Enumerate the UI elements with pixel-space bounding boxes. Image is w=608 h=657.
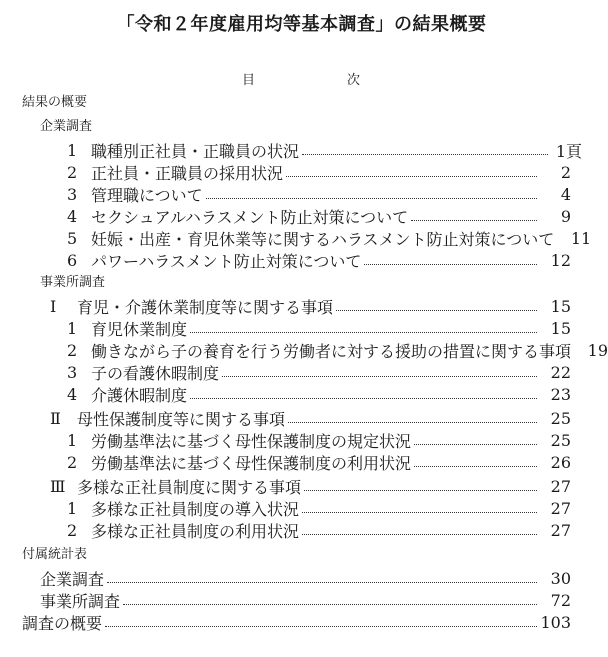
item-number: 3 [67,363,78,382]
dot-leader [206,198,537,199]
dot-leader [107,582,537,583]
page-number: 103 [540,613,571,632]
page-number: 27 [550,499,571,518]
dot-leader [105,626,537,627]
page-number: 27 [550,521,571,540]
toc-entry-company-2[interactable] [67,162,571,183]
group-label: 多様な正社員制度に関する事項 [77,478,302,497]
group-label: 母性保護制度等に関する事項 [77,410,286,429]
toc-entry-group-3-item-2[interactable] [67,520,571,541]
item-number: 1 [67,431,78,450]
page-number: 22 [550,363,571,382]
toc-heading: 目次 [242,73,453,88]
section-establishment: 事業所調査 [40,275,106,290]
page-number: 15 [550,297,571,316]
page-number: 27 [550,477,571,496]
toc-entry-company-4[interactable] [67,206,571,227]
page-number: 72 [550,591,571,610]
item-label: 職種別正社員・正職員の状況 [91,142,300,161]
toc-entry-overview[interactable] [22,612,571,633]
page-number: 1頁 [555,142,582,161]
dot-leader [123,604,537,605]
toc-entry-group-1-item-2[interactable] [67,340,608,361]
dot-leader [336,310,537,311]
roman-numeral: Ⅱ [50,409,61,428]
item-label: 正社員・正職員の採用状況 [91,164,284,183]
page-number: 4 [560,185,571,204]
toc-entry-group-2-item-2[interactable] [67,452,571,473]
dot-leader [304,490,537,491]
item-label: 多様な正社員制度の導入状況 [91,500,300,519]
item-label: 管理職について [91,186,203,205]
page-title: 「令和２年度雇用均等基本調査」の結果概要 [116,14,487,35]
item-label: 子の看護休暇制度 [91,364,220,383]
item-label: 介護休暇制度 [91,386,188,405]
dot-leader [302,534,537,535]
item-label: 多様な正社員制度の利用状況 [91,522,300,541]
item-number: 3 [67,185,78,204]
dot-leader [288,422,537,423]
dot-leader [286,176,537,177]
page-number: 26 [550,453,571,472]
toc-entry-group-1-item-4[interactable] [67,384,571,405]
toc-entry-group-2[interactable] [50,408,571,429]
page-number: 11 [570,229,592,248]
page-number: 2 [560,163,571,182]
toc-entry-group-1[interactable] [50,296,571,317]
roman-numeral: Ⅰ [50,297,57,316]
page-number: 25 [550,409,571,428]
dot-leader [190,398,537,399]
section-company: 企業調査 [40,119,93,134]
item-number: 5 [67,229,78,248]
toc-entry-company-1[interactable] [67,140,582,161]
toc-entry-company-6[interactable] [67,250,571,271]
item-number: 1 [67,319,78,338]
toc-entry-group-2-item-1[interactable] [67,430,571,451]
section-appendix: 付属統計表 [22,547,88,562]
item-number: 2 [67,521,78,540]
dot-leader [414,466,537,467]
item-label: 妊娠・出産・育児休業等に関するハラスメント防止対策について [91,230,555,249]
dot-leader [302,512,537,513]
page-number: 23 [550,385,571,404]
item-label: 育児休業制度 [91,320,188,339]
item-label: セクシュアルハラスメント防止対策について [91,208,409,227]
dot-leader [411,220,537,221]
group-label: 育児・介護休業制度等に関する事項 [77,298,334,317]
toc-entry-appendix-establishment[interactable] [40,590,571,611]
item-label: パワーハラスメント防止対策について [91,252,362,271]
item-number: 2 [67,341,78,360]
dot-leader [414,444,537,445]
toc-entry-group-3-item-1[interactable] [67,498,571,519]
item-label: 労働基準法に基づく母性保護制度の利用状況 [91,454,412,473]
item-number: 2 [67,163,78,182]
page-number: 30 [550,569,571,588]
item-number: 4 [67,385,78,404]
item-label: 事業所調査 [40,592,121,611]
item-number: 6 [67,251,78,270]
toc-entry-company-5[interactable] [67,228,592,249]
toc-entry-group-3[interactable] [50,476,571,497]
item-label: 労働基準法に基づく母性保護制度の規定状況 [91,432,412,451]
page-number: 12 [550,251,571,270]
item-number: 1 [67,141,78,160]
dot-leader [364,264,537,265]
roman-numeral: Ⅲ [50,477,66,496]
page-number: 9 [560,207,571,226]
item-number: 2 [67,453,78,472]
item-label: 企業調査 [40,570,105,589]
section-summary: 結果の概要 [22,95,88,110]
item-number: 1 [67,499,78,518]
dot-leader [190,332,537,333]
page-number: 25 [550,431,571,450]
item-label: 調査の概要 [22,614,103,633]
item-label: 働きながら子の養育を行う労働者に対する援助の措置に関する事項 [91,342,572,361]
toc-entry-group-1-item-3[interactable] [67,362,571,383]
toc-entry-appendix-company[interactable] [40,568,571,589]
toc-entry-company-3[interactable] [67,184,571,205]
item-number: 4 [67,207,78,226]
page-number: 15 [550,319,571,338]
toc-entry-group-1-item-1[interactable] [67,318,571,339]
dot-leader [302,154,548,155]
dot-leader [222,376,537,377]
page-number: 19 [587,341,608,360]
